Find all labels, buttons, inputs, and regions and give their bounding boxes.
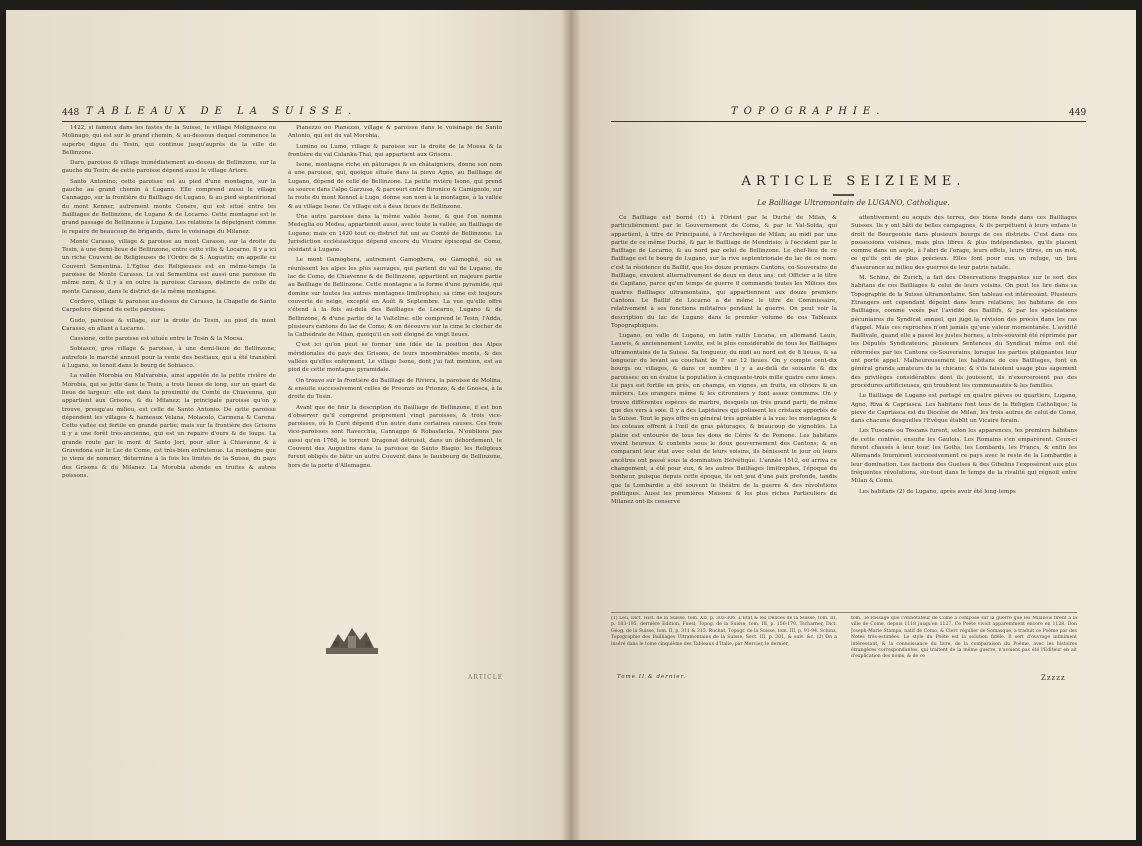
paragraph: attentivement ou acquis des terres, des biens fonds dans ces Bailliages Suisses. Ils y ont bâti de belles campagnes, & ils perpétuent à leurs enfans le droit de Bourgeoisie dans plusieurs bourgs de ces districts. C'est dans ces possessions voisines, mais plus libres & plus indépendantes, qu'ils placent comme dans un asyle, à l'abri de l'orage, leurs effets, leurs titres, en un mot, ce qu'ils ont de plus précieux. Elles font pour eux un refuge, un lieu d'assurance au milieu des guerres de leur patrie natale. <box>851 215 1077 271</box>
paragraph: Le Bailliage de Lugano est partagé en quatre pièves ou quartiers, Lugano, Agno, Riva & Capriasca. Les habitans font tous de la Religion Catholique; la pieve de Capriasca est du Diocèse de Milan, les trois autres de celui de Como, dans chacune desquelles l'Evêque établit un Vicaire forain. <box>851 393 1077 425</box>
footnotes-left: (1) Leu, Dict. Hist. de la Suisse, tom. XII, p. 303-306. L'Etat & les Délices de la Suisse, tom. III, p. 183-195, dernière Edition. Fuesl, Topog. de la Suisse, tom. III, p. 156-170. Tscharner, Dict. Géog. de la Suisse, tom. II, p. 311 & 315. Ruchat, Topogr. de la Suisse, tom. III, p. 91-94. Schinz, Topographie des Bailliages Ultramontains de la Suisse, Sect. III, p. 301, & suiv. &c. (2) On a inséré dans le tome cinquième des Tableaux d'Italie, par Mercier, le dernier, <box>611 616 837 647</box>
footnotes-right: tom., le Passage que l'Annotateur de Come a composé sur la guerre que les Milanois firent à la ville de Come, depuis 1118 jusqu'en 1127. Ce Poëte vivoit apparemment encore en 1128. Don Joseph-Marie Stampa, natif de Como, & Clerc régulier de Somasque, a traduit ce Poëme par des Notes très-estimées. Le style du Poëte est la solution fidèle. Il sert d'ouvrage infiniment intéressant, & la connoissance du livre, de la comparaison du Poëme, avec les histoires étrangères correspondantes, qui traitent de la même guerre, n'avoient pas été l'Editeur en ait d'explication des noms, & de ce <box>851 616 1077 660</box>
book-spread <box>6 10 1136 840</box>
paragraph: Daro, paroisse & village immédiatement au-dessus de Bellinzone, sur la gauche du Tesin; de cette paroisse dépend aussi le village Artore. <box>62 160 276 175</box>
footnote-rule <box>611 612 1077 613</box>
right-page <box>571 10 1136 840</box>
paragraph: C'est ici qu'on peut se former une idée de la position des Alpes méridionales du pays des Grisons, de leurs innombrables monts, & des vallées qu'elles enferment. Le village Isone, dont j'ai fait mention, est au pied de cette montagne pyramidale. <box>288 342 502 374</box>
left-column-1 <box>62 124 276 614</box>
left-page <box>6 10 571 840</box>
paragraph: Les Tuscans ou Toscans furent, selon les apparences, les premiers habitans de cette contrée, ensuite les Gaulois. Les Romains s'en emparèrent. Ceux-ci furent chassés à leur tour, les Goths, les Lombards, les Francs, & enfin les Allemands fournirent successivement ce pays avec le reste de la Lombardie à leur domination. Les factions des Guelses & des Gibelins l'exposèrent aux plus fréquentes révolutions, sur-tout dans le temps de la rivalité qui régnoit entre Milan & Como. <box>851 428 1077 485</box>
catchword: ARTICLE <box>468 674 504 681</box>
paragraph: 1422, si fameux dans les fastes de la Suisse, le village Molignasco ou Molinago, qui est sur le grand chemin, & au-dessous duquel commence la superbe digue du Tesin, qui continue jusqu'auprès de la ville de Bellinzone. <box>62 125 276 156</box>
title-ornament <box>833 194 854 196</box>
paragraph: Lugano, ou valle di Lugano, en latin vallis Lucana, en allemand Lauis, Lauwis, & anciennement Lowitz, est le plus considérable de tous les Bailliages ultramontains de la Suisse. Sa longueur, du midi au nord est de 8 lieues, & sa longueur du levant au couchant de 7 sur 12 lieues. On y compte cent-dix bourgs ou villages, & dans ce nombre il y a au-delà de soixante & dix paroisses: on en évalue la population à cinquante-trois mille quatre cens âmes. Le pays est fertile en prés, en champs, en vignes, en fruits, en oliviers & en mûriers. Les orangers même & les citronniers y font assez communs. On y trouve différentes espèces de marbre, desquels un très grand parti, de même que des vers à soie. Il y a des Lapidaires qui polissent les cristaux apportés de la Suisse. Tout le pays offre en général très agréable à la vue: les montagnes & les coteaux offrent à l'œil de gras pâturages, & beaucoup de vignobles. La plaine est entourée de tous les dons de Cérès & de Pomone. Les habitans vivent heureux & contents sous le doux gouvernement des Cantons; & en comparant leur état avec celui de leurs voisins, ils bénissent le jour où leurs ancêtres ont passé sous la domination Helvétique. L'année 1512, où arriva ce changement, a été pour eux, & les autres Bailliages limitrophes, l'époque du bonheur, puisque depuis cette époque, ils ont joui d'une paix profonde, tandis que la Lombardie a été souvent le théâtre de la guerre & des révolutions politiques. Aussi les premières Maisons & les plus riches Particuliers du Milanez ont-ils conservé <box>611 333 837 506</box>
paragraph: Avant que de finir la description du Bailliage de Bellinzone, il est bon d'observer qu'il comprend proprement vingt paroisses, & trois vice-paroisses, où le Curé dépend d'un autre dans certaines causes. Ces trois vice-paroisses sont Ravecchia, Cannaggo & Robasfacka. N'oublions pas aussi qu'en 1768, le torrent Dragonat détruisit, dans un débordement, le Couvent des Augustins dans la paroisse de Santo Biagio: les Religieux furent obligés de bâtir un autre Couvent dans le fauxbourg de Bellinzone, hors de la porte d'Allemagne. <box>288 404 502 469</box>
book-gutter <box>561 10 581 840</box>
running-head-left: TABLEAUX DE LA SUISSE. <box>86 106 358 117</box>
article-subtitle: Le Bailliage Ultramontain de LUGANO, Catholique. <box>757 198 950 207</box>
header-rule-left <box>62 121 502 122</box>
header-rule-right <box>611 121 1086 122</box>
paragraph: Santo Antonino; cette paroisse est au pied d'une montagne, sur la gauche au grand chemin à Lugano. Elle comprend aussi le village Cannaggo, sur la frontière du Bailliage de Lugano, & au pied septentrional du mont Kenner, autrement monte Cenere, qui est situé entre les Bailliages de Bellinzone, de Lugano & de Locarno. Cette montagne est le grand passage de Bellinzone à Lugano. Les relations la dépeignent comme le repaire de beaucoup de brigands, dans le voisinage du Milanez. <box>62 178 276 235</box>
paragraph: Gudo, paroisse & village, sur la droite du Tesin, au pied du mont Carasso, en allant à Locarno. <box>62 317 276 332</box>
paragraph: M. Schinz, de Zurich, a fait des Observations frappantes sur le sort des habitans de ces Bailliages & celui de leurs voisins. On peut les lire dans sa Topographie de la Suisse ultramontaine. Son tableau est intéressant. Plusieurs Etrangers ont cependant dépeint dans leurs relations, les habitans de ces Bailliages, comme vexés par l'avidité des Baillifs, & par les spéculations pécuniaires du Syndicat annuel, qui juge la révision des procès dans les cas d'appel. Mais ces reproches n'ont jamais qu'une valeur momentanée. L'avidité Baillivale, quand elle a passé les justes bornes, a très-souvent été réprimée par les Députés Syndicateurs; plusieurs Sentences du Syndicat même ont été réformées par les Cantons co-Souverains, lorsque les parties plaignantes leur ont porté appel. Malheureusement les habitans de ces Bailliages, font en général grands amateurs de la chicane; & s'ils faisoient usage plus sagement des privilèges considérables dont ils jouissent, ils n'exerceroient pas des procédures artificieuses, qui troublent les communautés & les familles. <box>851 275 1077 389</box>
paragraph: Isone, montagne riche en pâturages & en châtaigniers, donne son nom à une paroisse, qui, quoique située dans la pieve Agno, au Bailliage de Lugano, dépend de celle de Bellinzone. La petite rivière Isone, qui prend sa source dans l'alpe Garzuso, & parcourt entre Bironico & Camignolo, sur la route du mont Kennel à Lugo, donne son nom à la montagne, à la vallée & au village Isone. Ce village est à deux lieues de Bellinzone. <box>288 162 502 210</box>
paragraph: La vallée Morobia ou Malvarobia, ainsi appelée de la petite rivière de Morobia, qui se jette dans le Tesin, a trois lieues de long, sur un quart de lieue de largeur: elle est dans la proximité du Comté de Chiavenna, qui appartient aux Grisons, & du Milanez; la principale paroisse qu'on y trouve, presqu'au milieu, est celle de Santo Antonio. De cette paroisse dépendent les villages & hameaux Velana, Molacolo, Carmena & Carena. Cette vallée est fertile en grande partie; mais sur la frontière des Grisons il y a une forêt très-ancienne, qui est un repaire d'ours & de loups. La grande route par le mont di Santo Jori, pour aller à Chiavenne & à Gravedona sur le Lac de Come, est très-bien entretenue. La montagne que je viens de nommer, détermine à la fois les limites de la Suisse, du pays des Grisons & du Milanez. La Morobia abonde en truites & autres poissons. <box>62 373 276 479</box>
paragraph: Cassione, cette paroisse est située entre le Tesin & la Moesa. <box>70 336 245 343</box>
page-number-left: 448 <box>62 108 80 118</box>
paragraph: Monte Carasso, village & paroisse au mont Carasso, sur la droite du Tesin, à une demi-lieue de Bellinzone, entre cette ville & Locarno. Il y a ici un riche Couvent de Religieuses de l'Ordre de S. Augustin; on appelle ce Couvent Sementina. L'Eglise des Religieuses est en même-temps la paroisse de Monte Carasso. Le val Sementina est aussi une paroisse du même nom, & il y a en outre la paroisse Carasso, distincte de celle de monte Carasso, dans le district de la même montagne. <box>62 238 276 295</box>
right-column-2 <box>851 214 1077 606</box>
paragraph: Pianezzo ou Pianezzo, village & paroisse dans le voisinage de Santo Antonio, qui est du val Morobia. <box>288 125 502 140</box>
page-number-right: 449 <box>1069 108 1087 118</box>
paragraph: On trouve sur la frontière du Bailliage de Riviera, la paroisse de Molina, & ensuite successivement celles de Preonzo ou Prionzo, & de Gnosca, à la droite du Tesin. <box>288 377 502 401</box>
paragraph: Les habitans (2) de Lugano, après avoir été long-temps <box>859 488 1016 495</box>
ornamental-vignette <box>324 622 380 658</box>
signature-mark: Zzzzz <box>1041 674 1066 682</box>
article-title: ARTICLE SEIZIEME. <box>741 174 966 189</box>
right-column-1 <box>611 214 837 606</box>
paragraph: Une autre paroisse dans la même vallée Isone, & que l'on nomme Medeglia ou Medea, appartenoit aussi, avec toute la vallée, au Bailliage de Lugano; mais en 1420 tout ce district fut uni au Comté de Bellinzone. La Jurisdiction ecclésiastique dépend encore du Vicaire épiscopal de Como, résidant à Lugano. <box>288 213 502 254</box>
paragraph: Cordovo, village & paroisse au-dessus de Carasso, la Chapelle de Santo Carpoforo dépend de cette paroisse. <box>62 298 276 314</box>
left-column-2 <box>288 124 502 614</box>
paragraph: Lumino ou Lumo, village & paroisse sur la droite de la Moesa & la frontière du val Calanka-Thal, qui appartient aux Grisons. <box>288 143 502 158</box>
paragraph: Ce Bailliage est borné (1) à l'Orient par le Duché de Milan, & particulièrement par le Gouvernement de Como, & par le Val-Solda, qui appartient, à titre de Principauté, à l'Archevêque de Milan; au midi par une partie de ce même Duché, & par le Bailliage de Mendrisio; à l'occident par le Bailliage de Locarno, & au nord par celui de Bellinzone. Le chef-lieu de ce Bailliage est le bourg de Lugano, sur la rive septentrionale du lac de ce nom: c'est la résidence du Baillif, que les douze premiers Cantons, co-Souverains du Bailliage, envoient alternativement de deux en deux ans: cet Officier a le titre de Capitano, parce qu'en temps de guerre il commande toutes les Milices des quatres Bailliages ultramontains, qui appartiennent aux douze premiers Cantons. Le Baillif de Locarno a de même le titre de Commissaire, relativement à ses fonctions militaires pendant la guerre. On peut voir la description du lac de Lugano dans le premier volume de ces Tableaux Topographiques. <box>611 215 837 329</box>
paragraph: Sobiasco, gros village & paroisse, à une demi-lieue de Bellinzone; autrefois le marché annuel pour la vente des bestiaux, qui a été transféré à Lugano, se tenoit dans le bourg de Sobiasco. <box>62 346 276 370</box>
running-head-right: TOPOGRAPHIE. <box>731 106 886 117</box>
volume-note: Tome II & dernier. <box>617 674 687 680</box>
paragraph: Le mont Gamoghera, autrement Gamoghera, ou Gamoghé, où se réunissent les alpes les plus sauvages, qui partent du val de Lugano, du lac de Como, de Chiavenne & de Bellinzone, appartient en majeure partie au Bailliage de Bellinzone. Cette montagne a la forme d'une pyramide, qui domine sur toutes les autres montagnes limitrophes; sa cime est toujours couverte de neige, excepté en Août & Septembre. La vue qu'elle offre s'étend à la fois au-delà des Bailliages de Locarno, Lugano & de Bellinzone, & d'une partie de la Valteline: elle comprend le Tesin, l'Adda, plusieurs cantons du lac de Como; & on découvre sur la cime le clocher de la Cathédrale de Milan, quoiqu'il en soit éloigné de vingt lieues. <box>288 257 502 339</box>
